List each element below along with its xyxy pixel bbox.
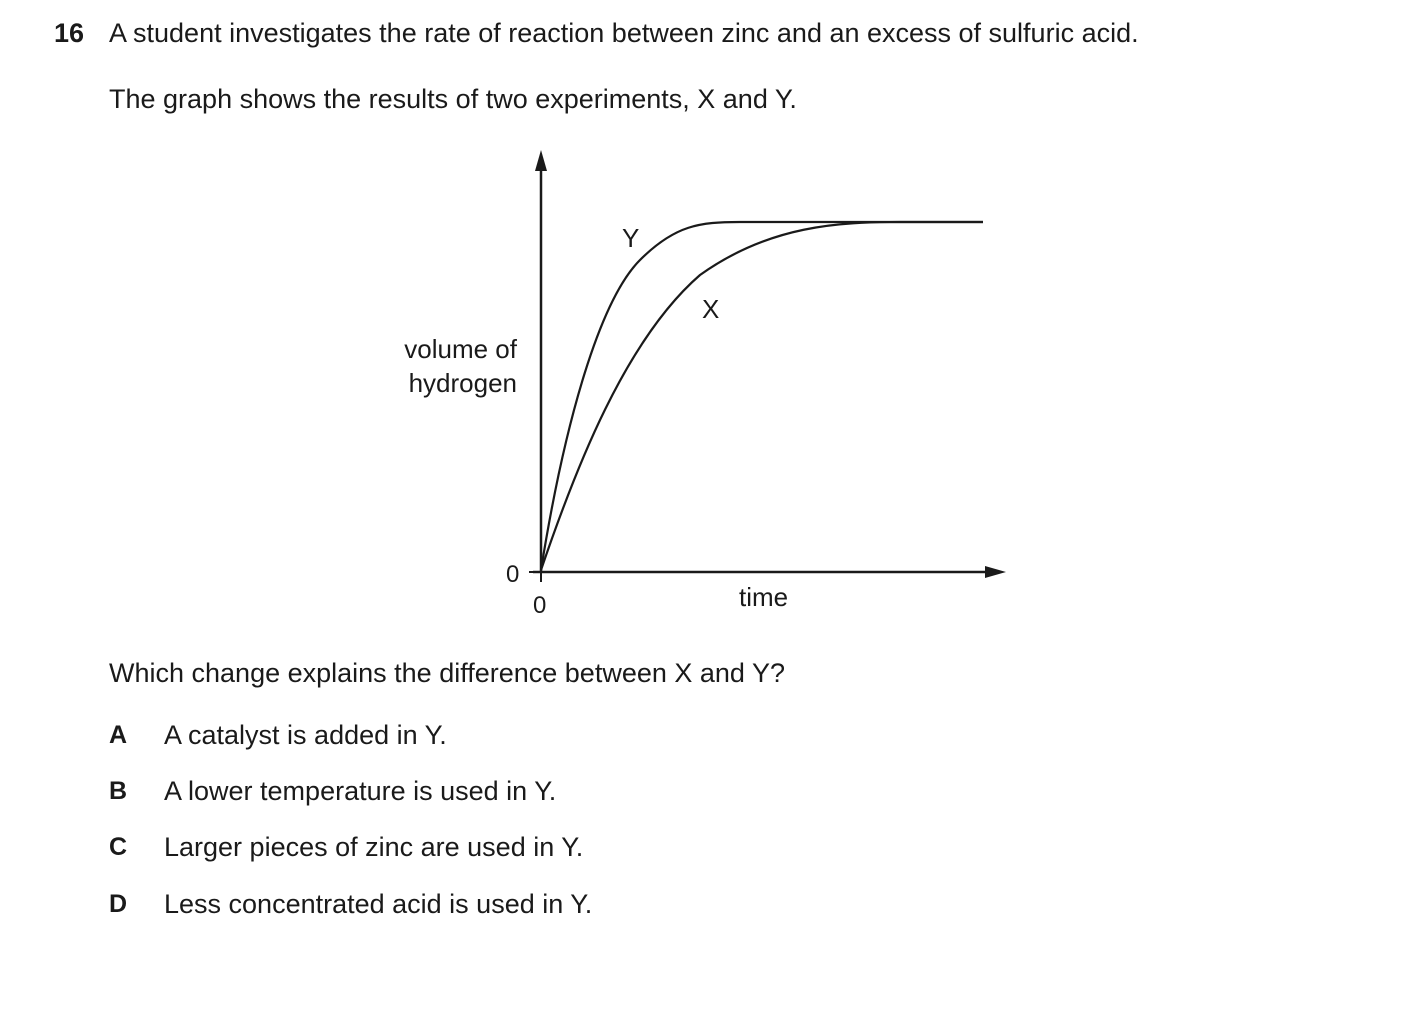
option-d-text[interactable]: Less concentrated acid is used in Y. <box>164 889 593 919</box>
question-intro: The graph shows the results of two experiments, X and Y. <box>109 84 797 114</box>
question-stem: A student investigates the rate of reaction between zinc and an excess of sulfuric acid. <box>109 18 1139 48</box>
y-origin-label: 0 <box>506 561 520 588</box>
x-axis-arrow <box>985 566 1006 578</box>
y-axis-arrow <box>535 150 547 171</box>
x-origin-label: 0 <box>533 592 547 619</box>
y-axis-label-line1: volume of <box>404 334 517 364</box>
option-a-letter[interactable]: A <box>109 721 128 749</box>
option-d-letter[interactable]: D <box>109 890 128 918</box>
option-a-text[interactable]: A catalyst is added in Y. <box>164 720 447 750</box>
series-y-line <box>541 222 983 570</box>
question-number: 16 <box>54 18 85 48</box>
question-prompt: Which change explains the difference between X and Y? <box>109 658 785 688</box>
series-x-label: X <box>702 294 720 324</box>
series-x-line <box>541 222 983 570</box>
series-y-label: Y <box>622 223 640 253</box>
option-c-letter[interactable]: C <box>109 833 128 861</box>
option-c-text[interactable]: Larger pieces of zinc are used in Y. <box>164 832 584 862</box>
option-b-letter[interactable]: B <box>109 777 128 805</box>
option-b-text[interactable]: A lower temperature is used in Y. <box>164 776 557 806</box>
x-axis-label: time <box>739 582 789 612</box>
y-axis-label-line2: hydrogen <box>408 368 517 398</box>
